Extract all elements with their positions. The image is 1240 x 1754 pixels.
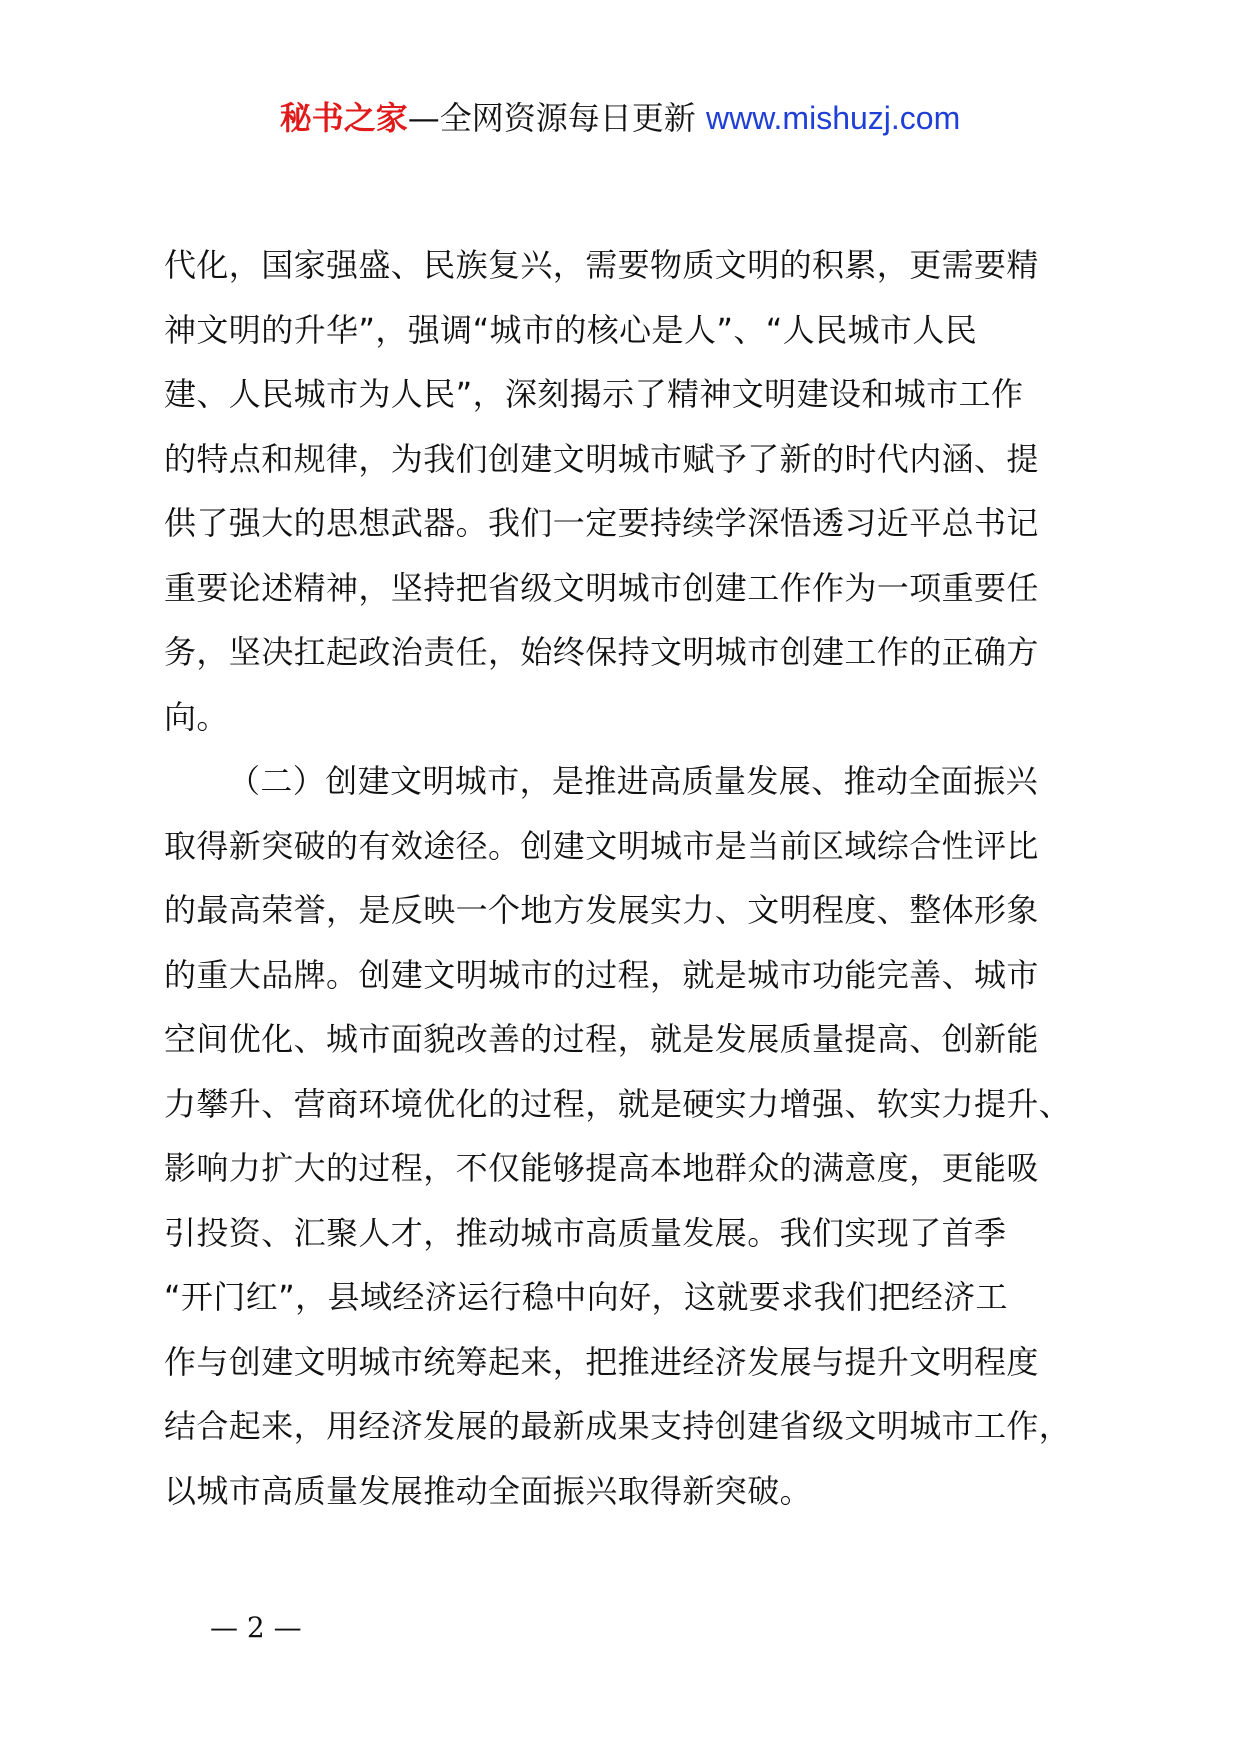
text-line: 力攀升、营商环境优化的过程，就是硬实力增强、软实力提升、	[164, 1084, 1072, 1123]
text-line: 影响力扩大的过程，不仅能够提高本地群众的满意度，更能吸	[164, 1149, 1039, 1187]
text-line: 神文明的升华”，强调“城市的核心是人”、“人民城市人民	[164, 310, 978, 349]
text-line: 取得新突破的有效途径。创建文明城市是当前区域综合性评比	[164, 826, 1039, 865]
site-header	[0, 98, 1240, 138]
page-number: — 2 —	[210, 1611, 302, 1644]
paragraph-1	[164, 233, 1084, 749]
text-line: 务，坚决扛起政治责任，始终保持文明城市创建工作的正确方	[164, 633, 1039, 671]
text-line: 的重大品牌。创建文明城市的过程，就是城市功能完善、城市	[164, 955, 1039, 994]
text-line: 代化，国家强盛、民族复兴，需要物质文明的积累，更需要精	[164, 246, 1039, 284]
text-line: 供了强大的思想武器。我们一定要持续学深悟透习近平总书记	[164, 504, 1039, 542]
document-body	[164, 233, 1084, 1523]
text-line: 以城市高质量发展推动全面振兴取得新突破。	[164, 1471, 813, 1510]
text-line: 引投资、汇聚人才，推动城市高质量发展。我们实现了首季	[164, 1213, 1007, 1252]
text-line: 的最高荣誉，是反映一个地方发展实力、文明程度、整体形象	[164, 891, 1039, 929]
paragraph-2	[164, 749, 1084, 1523]
text-line: 建、人民城市为人民”，深刻揭示了精神文明建设和城市工作	[164, 375, 1024, 413]
site-tagline: —全网资源每日更新	[407, 99, 706, 137]
text-line: 空间优化、城市面貌改善的过程，就是发展质量提高、创新能	[164, 1020, 1039, 1058]
text-line: 的特点和规律，为我们创建文明城市赋予了新的时代内涵、提	[164, 439, 1039, 478]
site-url[interactable]: www.mishuzj.com	[705, 100, 961, 136]
text-line: 重要论述精神，坚持把省级文明城市创建工作作为一项重要任	[164, 568, 1039, 607]
text-line: 作与创建文明城市统筹起来，把推进经济发展与提升文明程度	[164, 1342, 1039, 1381]
text-line: 向。	[164, 697, 229, 736]
site-brand: 秘书之家	[279, 99, 408, 137]
text-line: （二）创建文明城市，是推进高质量发展、推动全面振兴	[228, 762, 1039, 800]
text-line: 结合起来，用经济发展的最新成果支持创建省级文明城市工作，	[164, 1407, 1072, 1445]
text-line: “开门红”，县域经济运行稳中向好，这就要求我们把经济工	[164, 1278, 1008, 1316]
